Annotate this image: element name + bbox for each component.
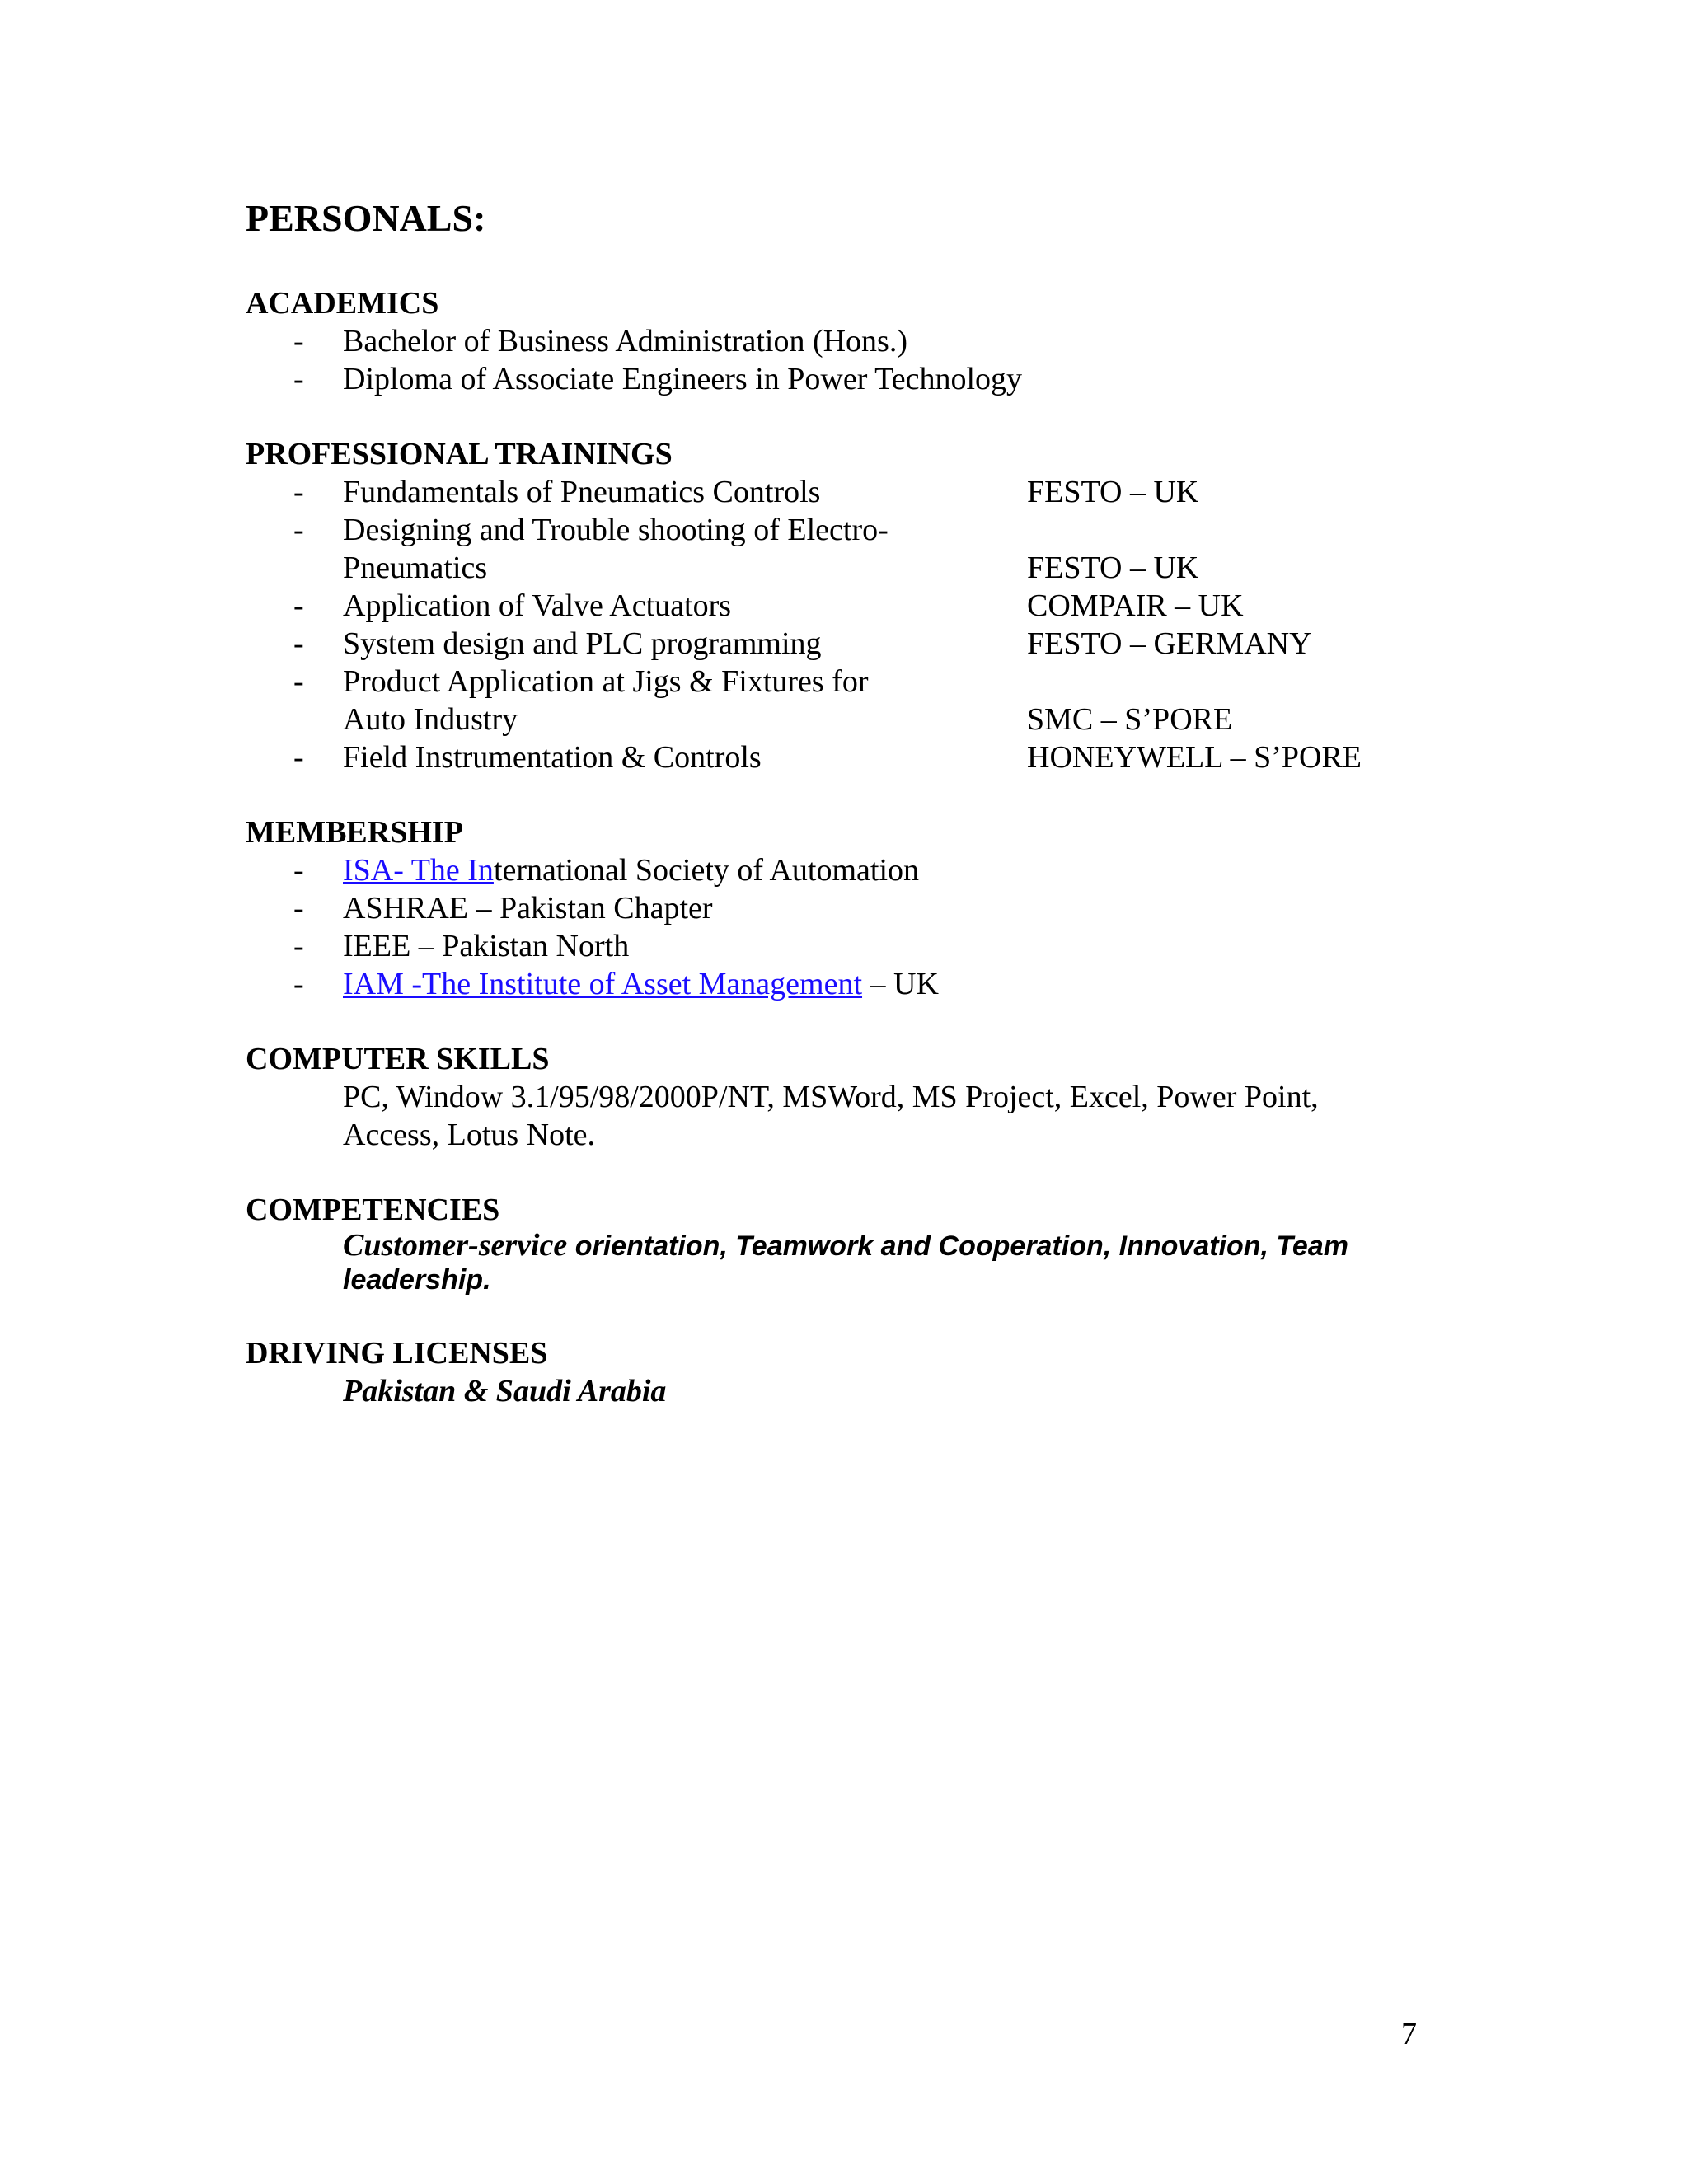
training-title-line2: Auto Industry xyxy=(343,702,518,737)
training-title: Field Instrumentation & Controls xyxy=(343,740,762,775)
iam-link[interactable]: IAM -The Institute of Asset Management xyxy=(343,967,863,1001)
academics-heading: ACADEMICS xyxy=(246,286,439,321)
list-marker: - xyxy=(293,929,304,963)
competencies-section xyxy=(246,1191,1482,1297)
list-marker: - xyxy=(293,967,304,1001)
training-title: Fundamentals of Pneumatics Controls xyxy=(343,475,821,509)
membership-item xyxy=(246,851,1482,889)
list-marker: - xyxy=(293,588,304,623)
training-title-line2: Pneumatics xyxy=(343,551,488,585)
list-marker: - xyxy=(293,362,304,396)
training-title xyxy=(343,511,1027,587)
list-marker: - xyxy=(293,324,304,359)
computer-skills-line1: PC, Window 3.1/95/98/2000P/NT, MSWord, MS Project, Excel, Power Point, xyxy=(343,1080,1319,1114)
membership-heading: MEMBERSHIP xyxy=(246,815,463,850)
training-title-line1: Product Application at Jigs & Fixtures for xyxy=(343,664,869,699)
list-marker: - xyxy=(293,626,304,661)
computer-skills-section xyxy=(246,1040,1482,1154)
page-title: PERSONALS: xyxy=(246,197,486,239)
training-item xyxy=(246,511,1482,587)
driving-heading: DRIVING LICENSES xyxy=(246,1336,548,1371)
isa-link[interactable]: ISA- The In xyxy=(343,853,494,888)
training-provider: FESTO – GERMANY xyxy=(1027,626,1312,661)
membership-text xyxy=(343,851,1482,889)
training-title: System design and PLC programming xyxy=(343,626,822,661)
training-provider: HONEYWELL – S’PORE xyxy=(1027,740,1362,775)
list-marker: - xyxy=(293,891,304,926)
driving-value: Pakistan & Saudi Arabia xyxy=(343,1374,667,1408)
training-item xyxy=(246,738,1482,776)
list-item xyxy=(246,360,1482,398)
training-provider: FESTO – UK xyxy=(1027,475,1199,509)
training-item xyxy=(246,473,1482,511)
training-title: Application of Valve Actuators xyxy=(343,588,732,623)
list-marker: - xyxy=(293,664,304,699)
membership-text xyxy=(343,965,1482,1003)
membership-list xyxy=(246,851,1482,1003)
membership-item xyxy=(246,965,1482,1003)
training-item xyxy=(246,587,1482,625)
training-title xyxy=(343,663,1027,738)
competencies-rest: orientation, Teamwork and Cooperation, Innovation, Team leadership. xyxy=(343,1230,1348,1296)
membership-item xyxy=(246,889,1482,927)
academics-item: Diploma of Associate Engineers in Power Technology xyxy=(343,362,1023,396)
iam-link-rest: – UK xyxy=(862,967,939,1001)
list-marker: - xyxy=(293,853,304,888)
training-title-line1: Designing and Trouble shooting of Electro- xyxy=(343,513,889,547)
membership-text: IEEE – Pakistan North xyxy=(343,929,630,963)
page-content xyxy=(246,194,1482,1410)
competencies-heading: COMPETENCIES xyxy=(246,1193,500,1227)
competencies-text xyxy=(343,1229,1414,1297)
computer-skills-line2: Access, Lotus Note. xyxy=(343,1118,596,1152)
academics-item: Bachelor of Business Administration (Hons.) xyxy=(343,324,907,359)
list-marker: - xyxy=(293,475,304,509)
page-number: 7 xyxy=(1401,2017,1417,2051)
academics-section xyxy=(246,284,1482,398)
list-marker: - xyxy=(293,740,304,775)
computer-skills-text xyxy=(343,1078,1414,1154)
training-provider: COMPAIR – UK xyxy=(1027,588,1244,623)
list-marker: - xyxy=(293,513,304,547)
membership-section xyxy=(246,813,1482,1003)
academics-list xyxy=(246,322,1482,398)
trainings-section xyxy=(246,435,1482,776)
driving-section xyxy=(246,1334,1482,1410)
trainings-heading: PROFESSIONAL TRAININGS xyxy=(246,437,673,471)
list-item xyxy=(246,322,1482,360)
training-item xyxy=(246,663,1482,738)
membership-item xyxy=(246,927,1482,965)
membership-text: ASHRAE – Pakistan Chapter xyxy=(343,891,713,926)
training-item xyxy=(246,625,1482,663)
competencies-lead: Customer-service xyxy=(343,1228,568,1263)
computer-skills-heading: COMPUTER SKILLS xyxy=(246,1042,550,1076)
isa-link-rest: ternational Society of Automation xyxy=(493,853,919,888)
trainings-list xyxy=(246,473,1482,776)
training-provider: FESTO – UK xyxy=(1027,551,1199,585)
training-provider: SMC – S’PORE xyxy=(1027,702,1233,737)
